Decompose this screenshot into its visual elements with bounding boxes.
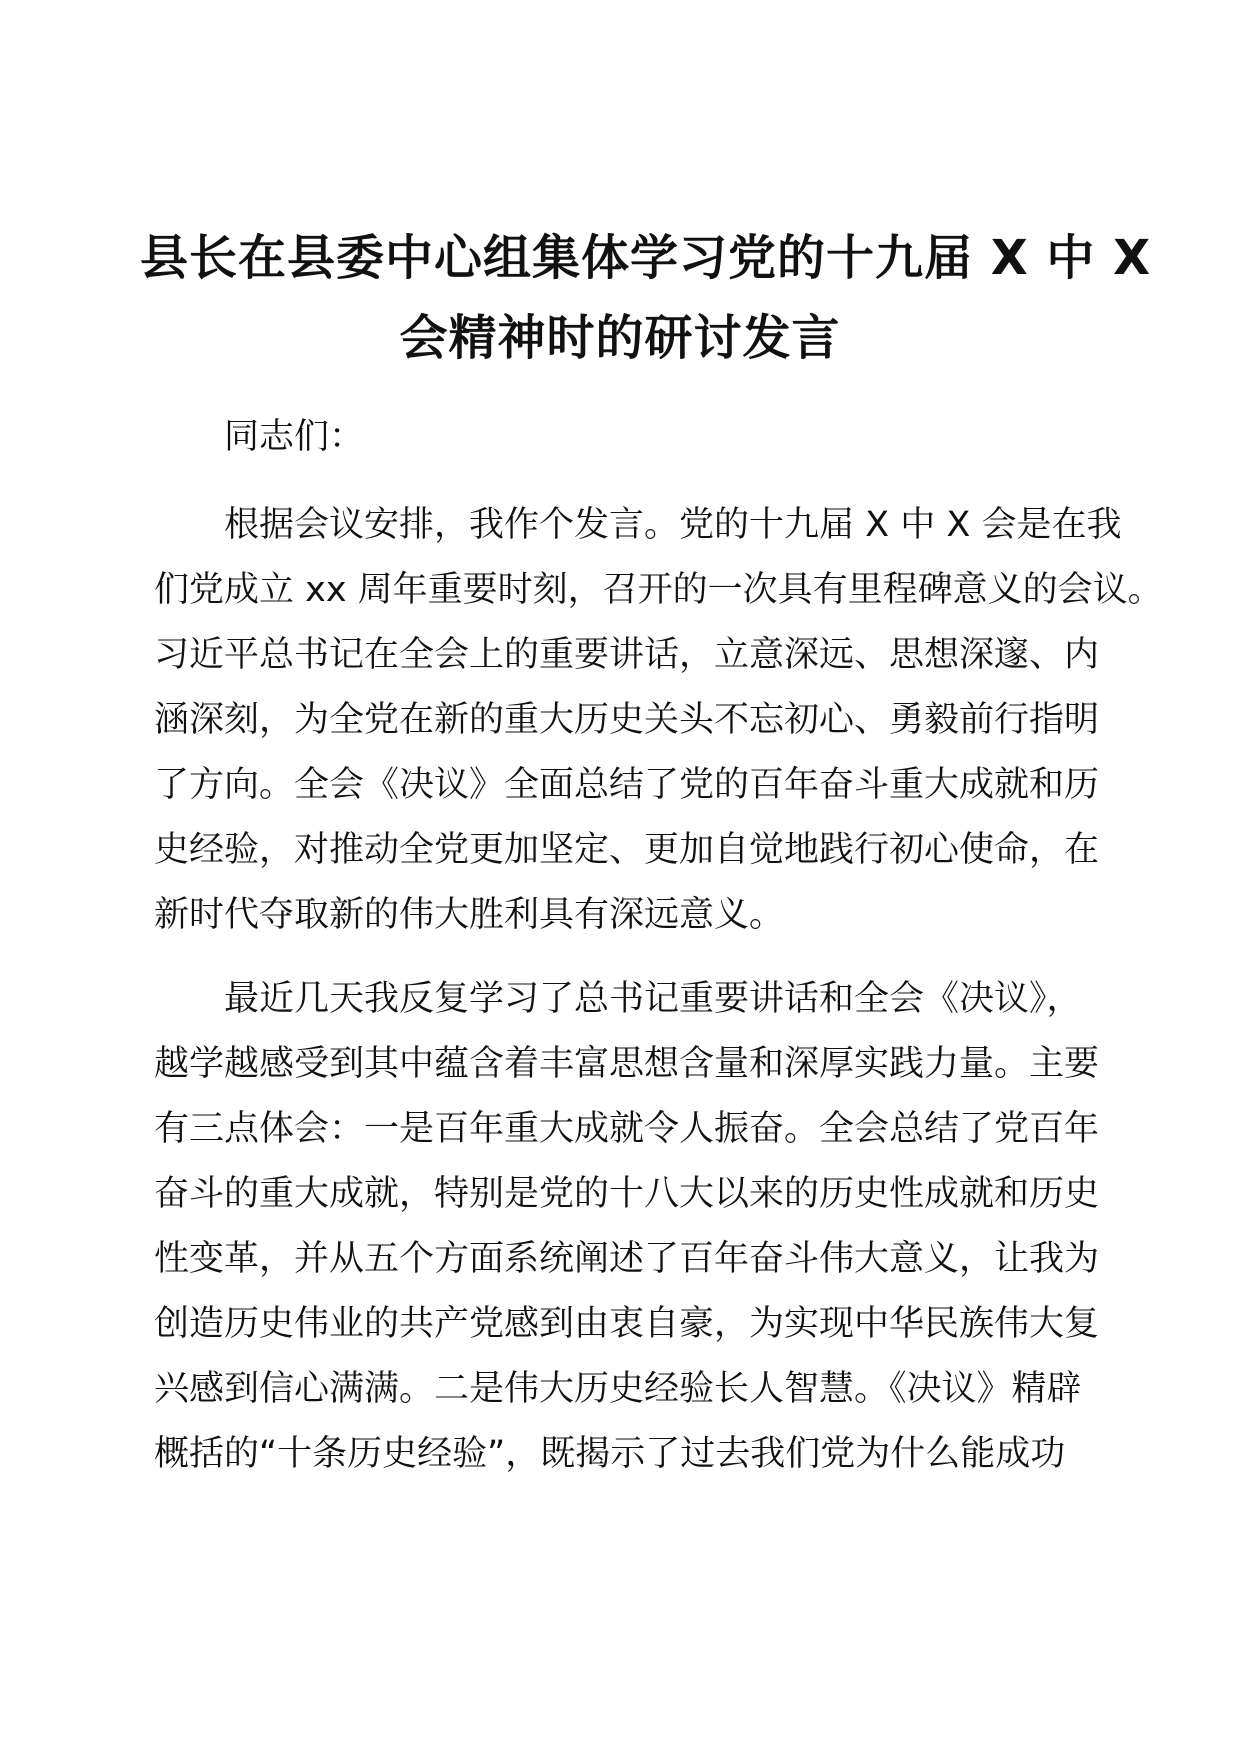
title-line-1: 县长在县委中心组集体学习党的十九届 X 中 X	[140, 230, 1152, 286]
paragraph-line: 涵深刻，为全党在新的重大历史关头不忘初心、勇毅前行指明	[154, 700, 1100, 740]
document-title	[140, 218, 1152, 378]
paragraph-line: 越学越感受到其中蕴含着丰富思想含量和深厚实践力量。主要	[154, 1044, 1100, 1084]
paragraph-line: 创造历史伟业的共产党感到由衷自豪，为实现中华民族伟大复	[154, 1304, 1100, 1344]
paragraph-line: 根据会议安排，我作个发言。党的十九届 X 中 X 会是在我	[224, 505, 1122, 545]
salutation	[154, 405, 1100, 470]
title-line-2: 会精神时的研讨发言	[399, 310, 841, 366]
paragraph-1	[154, 493, 1163, 948]
paragraph-line: 们党成立 xx 周年重要时刻，召开的一次具有里程碑意义的会议。	[154, 570, 1163, 610]
paragraph-line: 概括的“十条历史经验”，既揭示了过去我们党为什么能成功	[154, 1434, 1066, 1474]
paragraph-line: 最近几天我反复学习了总书记重要讲话和全会《决议》，	[224, 979, 1082, 1019]
paragraph-line: 新时代夺取新的伟大胜利具有深远意义。	[154, 895, 785, 935]
paragraph-line: 有三点体会：一是百年重大成就令人振奋。全会总结了党百年	[154, 1109, 1100, 1149]
paragraph-line: 兴感到信心满满。二是伟大历史经验长人智慧。《决议》精辟	[154, 1369, 1082, 1409]
paragraph-line: 奋斗的重大成就，特别是党的十八大以来的历史性成就和历史	[154, 1174, 1100, 1214]
paragraph-line: 史经验，对推动全党更加坚定、更加自觉地践行初心使命，在	[154, 830, 1100, 870]
paragraph-2	[154, 967, 1100, 1487]
paragraph-line: 性变革，并从五个方面系统阐述了百年奋斗伟大意义，让我为	[154, 1239, 1100, 1279]
paragraph-line: 习近平总书记在全会上的重要讲话，立意深远、思想深邃、内	[154, 635, 1100, 675]
salutation-text: 同志们：	[224, 417, 365, 457]
paragraph-line: 了方向。全会《决议》全面总结了党的百年奋斗重大成就和历	[154, 765, 1100, 805]
